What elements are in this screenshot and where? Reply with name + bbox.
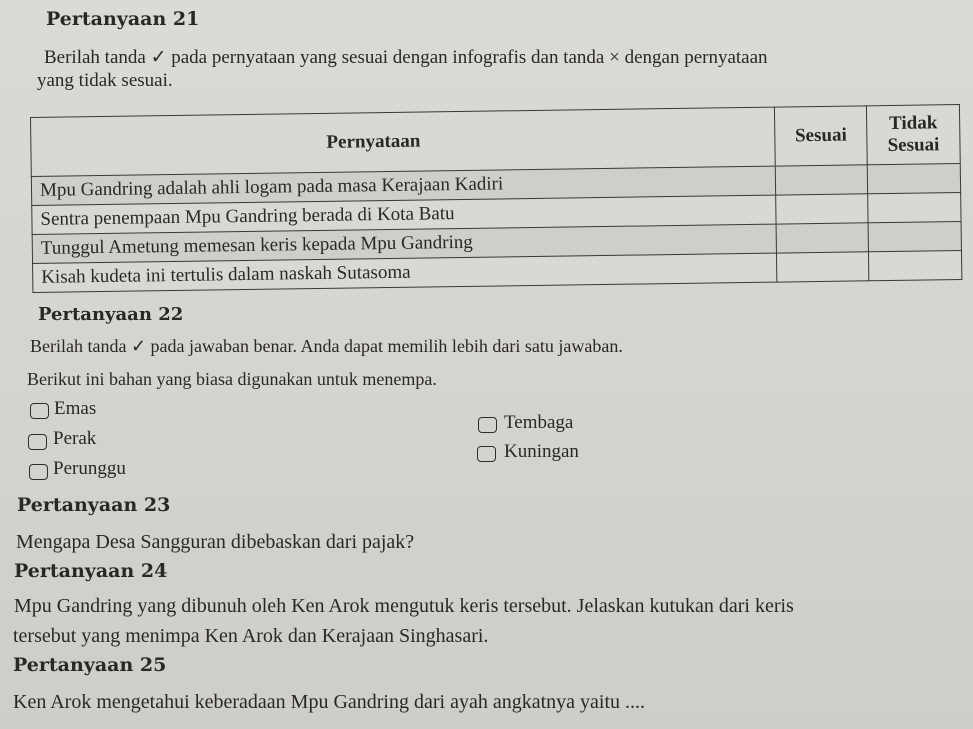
not-match-cell[interactable] — [868, 193, 961, 223]
q25-heading: Pertanyaan 25 — [13, 654, 167, 676]
header-statement: Pernyataan — [31, 107, 776, 176]
statement-cell: Kisah kudeta ini tertulis dalam naskah Sutasoma — [33, 253, 777, 292]
q24-heading: Pertanyaan 24 — [14, 560, 168, 582]
q22-prompt: Berikut ini bahan yang biasa digunakan untuk menempa. — [27, 369, 437, 389]
match-cell[interactable] — [777, 252, 869, 282]
q21-instruction-line1: Berilah tanda ✓ pada pernyataan yang sesuai dengan infografis dan tanda × dengan pernyataan — [44, 47, 768, 68]
match-cell[interactable] — [776, 194, 868, 224]
not-match-cell[interactable] — [869, 251, 962, 281]
option-checkbox-kuningan[interactable] — [477, 446, 496, 462]
q22-heading: Pertanyaan 22 — [38, 304, 184, 325]
header-not-match: Tidak Sesuai — [866, 105, 960, 165]
option-label-kuningan: Kuningan — [504, 441, 579, 462]
match-cell[interactable] — [776, 223, 868, 253]
option-label-emas: Emas — [54, 398, 97, 419]
statement-cell: Tunggul Ametung memesan keris kepada Mpu Gandring — [32, 224, 776, 263]
q23-heading: Pertanyaan 23 — [17, 494, 171, 516]
not-match-cell[interactable] — [868, 222, 961, 252]
option-checkbox-perunggu[interactable] — [29, 464, 48, 480]
not-match-cell[interactable] — [867, 164, 960, 194]
option-label-tembaga: Tembaga — [504, 412, 574, 433]
statement-cell: Sentra penempaan Mpu Gandring berada di Kota Batu — [32, 195, 776, 234]
q21-instruction-line2: yang tidak sesuai. — [37, 70, 173, 91]
q23-question: Mengapa Desa Sangguran dibebaskan dari pajak? — [16, 531, 415, 553]
q24-question-line1: Mpu Gandring yang dibunuh oleh Ken Arok mengutuk keris tersebut. Jelaskan kutukan dari keris — [14, 595, 794, 617]
option-checkbox-perak[interactable] — [28, 434, 47, 450]
option-label-perak: Perak — [53, 428, 97, 449]
statement-cell: Mpu Gandring adalah ahli logam pada masa Kerajaan Kadiri — [31, 166, 775, 205]
option-checkbox-emas[interactable] — [30, 403, 49, 419]
match-cell[interactable] — [775, 165, 867, 195]
header-match: Sesuai — [775, 106, 868, 166]
q22-instruction: Berilah tanda ✓ pada jawaban benar. Anda dapat memilih lebih dari satu jawaban. — [30, 336, 623, 356]
option-checkbox-tembaga[interactable] — [478, 417, 497, 433]
option-label-perunggu: Perunggu — [53, 458, 126, 479]
q21-heading: Pertanyaan 21 — [46, 8, 200, 30]
q24-question-line2: tersebut yang menimpa Ken Arok dan Kerajaan Singhasari. — [13, 625, 489, 647]
statement-table — [30, 104, 962, 293]
q25-question: Ken Arok mengetahui keberadaan Mpu Gandring dari ayah angkatnya yaitu .... — [13, 691, 646, 713]
